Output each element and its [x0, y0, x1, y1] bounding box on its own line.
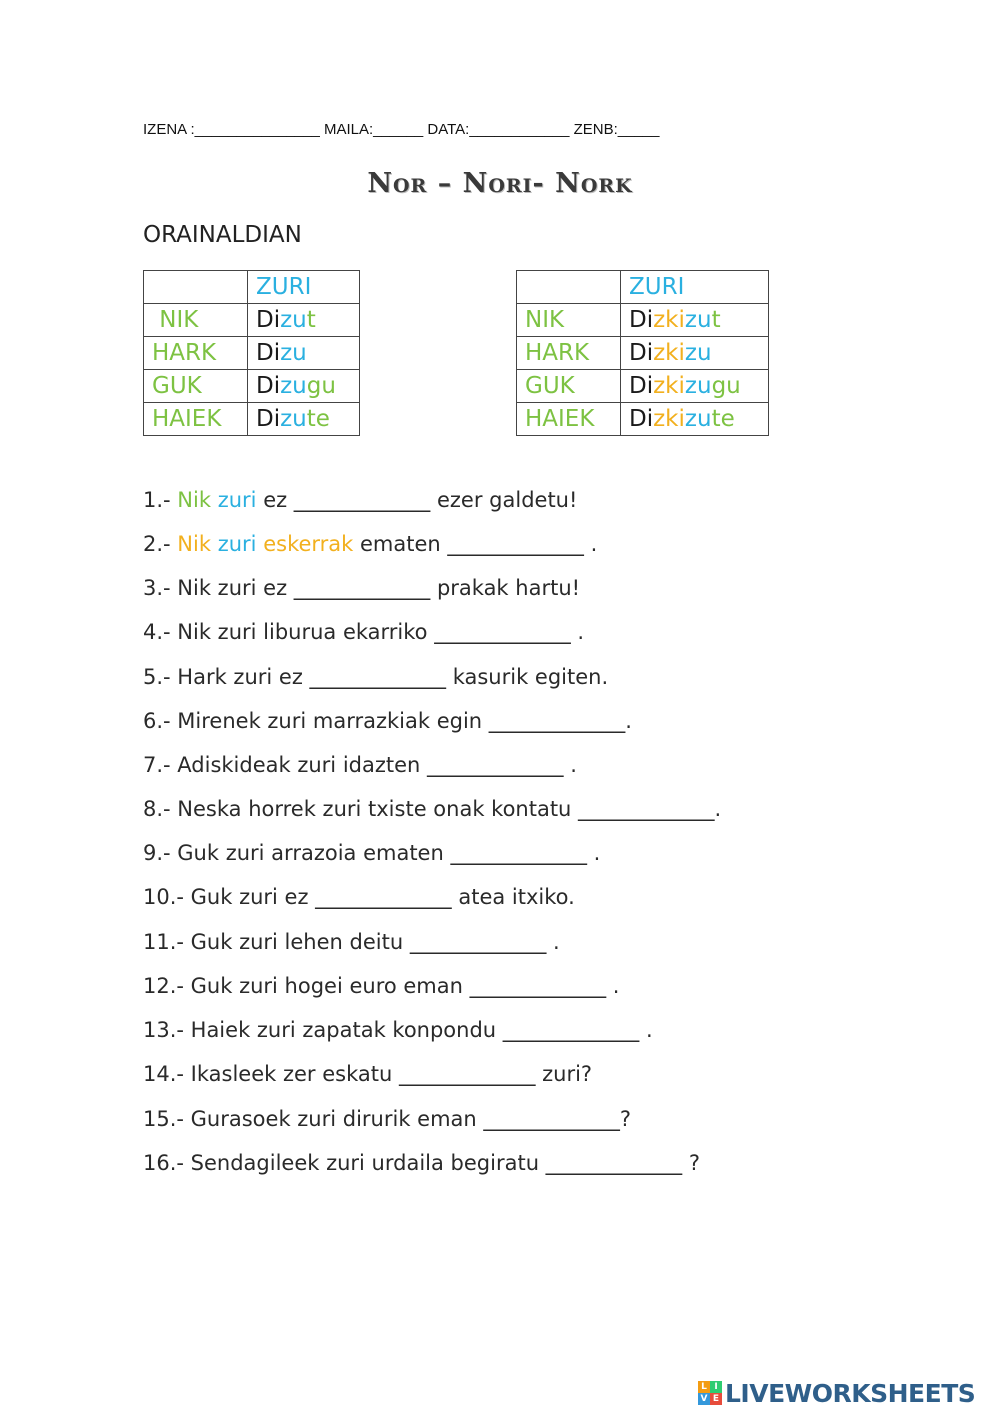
logo-badge-icon	[698, 1381, 722, 1405]
worksheet-title: Nor – Nori- Nork	[367, 168, 633, 199]
table-row	[517, 337, 769, 370]
verb-segment: zu	[684, 373, 712, 399]
verb-segment: t	[711, 307, 721, 333]
exercise-segment: 10.- Guk zuri ez _____________ atea itxiko.	[143, 885, 575, 909]
verb-cell	[248, 370, 360, 403]
exercise-segment: 2.-	[143, 532, 178, 556]
verb-segment: zu	[684, 406, 712, 432]
exercise-line	[143, 1018, 653, 1042]
verb-cell	[621, 304, 769, 337]
conjugation-table-singular	[143, 270, 360, 436]
verb-segment: zki	[653, 340, 685, 366]
table-row	[144, 304, 360, 337]
exercise-segment: Nik	[177, 488, 212, 512]
verb-segment: Di	[629, 406, 654, 432]
verb-segment: t	[306, 307, 316, 333]
badge-letter: I	[710, 1381, 722, 1393]
exercise-segment: zuri	[217, 488, 257, 512]
exercise-segment: 15.- Gurasoek zuri dirurik eman _____________?	[143, 1107, 632, 1131]
table-row	[144, 337, 360, 370]
exercise-segment	[211, 488, 218, 512]
exercise-segment: 7.- Adiskideak zuri idazten _____________ .	[143, 753, 577, 777]
pronoun-cell: GUK	[144, 370, 248, 403]
verb-segment: D	[256, 340, 274, 366]
verb-segment: zu	[280, 406, 307, 432]
verb-segment: i	[273, 373, 281, 399]
pronoun-cell: NIK	[517, 304, 621, 337]
verb-segment: i	[273, 307, 281, 333]
verb-segment: i	[273, 340, 281, 366]
exercise-segment: 4.- Nik zuri liburua ekarriko _____________ .	[143, 620, 585, 644]
empty-header-cell	[144, 271, 248, 304]
exercise-line	[143, 1062, 592, 1086]
table-row	[144, 403, 360, 436]
empty-header-cell	[517, 271, 621, 304]
verb-segment: gu	[711, 373, 741, 399]
exercise-segment: 16.- Sendagileek zuri urdaila begiratu _____________ ?	[143, 1151, 701, 1175]
verb-segment: te	[306, 406, 330, 432]
verb-segment: i	[273, 406, 281, 432]
exercise-segment: 6.- Mirenek zuri marrazkiak egin _____________.	[143, 709, 632, 733]
verb-cell	[248, 403, 360, 436]
verb-segment: Di	[629, 340, 654, 366]
exercise-line	[143, 753, 577, 777]
verb-segment: zu	[280, 373, 307, 399]
conjugation-table-plural	[516, 270, 769, 436]
exercise-segment: 13.- Haiek zuri zapatak konpondu _____________ .	[143, 1018, 653, 1042]
exercise-line	[143, 797, 721, 821]
exercise-line	[143, 974, 619, 998]
verb-segment: Di	[629, 307, 654, 333]
table-row	[517, 304, 769, 337]
table-header-row	[517, 271, 769, 304]
verb-cell	[248, 337, 360, 370]
pronoun-cell: NIK	[144, 304, 248, 337]
exercise-line	[143, 841, 600, 865]
exercise-line	[143, 488, 577, 512]
column-header-zuri: ZURI	[248, 271, 360, 304]
exercise-segment: Nik	[177, 532, 212, 556]
exercise-line	[143, 1151, 700, 1175]
badge-letter: E	[710, 1393, 722, 1405]
verb-segment: te	[711, 406, 735, 432]
pronoun-cell: HARK	[144, 337, 248, 370]
exercise-line	[143, 709, 632, 733]
verb-segment: zu	[280, 340, 307, 366]
exercise-segment: 9.- Guk zuri arrazoia ematen _____________ .	[143, 841, 601, 865]
verb-segment: D	[256, 307, 274, 333]
exercise-segment: 3.- Nik zuri ez _____________ prakak hartu!	[143, 576, 581, 600]
exercise-segment: 5.- Hark zuri ez _____________ kasurik egiten.	[143, 665, 609, 689]
pronoun-cell: HAIEK	[517, 403, 621, 436]
exercise-segment: ematen _____________ .	[353, 532, 598, 556]
verb-cell	[621, 403, 769, 436]
verb-segment: zu	[684, 307, 712, 333]
verb-segment: zki	[653, 406, 685, 432]
pronoun-cell: HAIEK	[144, 403, 248, 436]
verb-segment: zu	[280, 307, 307, 333]
student-info-line: IZENA :_______________ MAILA:______ DATA:____________ ZENB:_____	[143, 121, 660, 138]
liveworksheets-logo	[698, 1376, 975, 1410]
tense-heading: ORAINALDIAN	[143, 222, 302, 248]
badge-letter: V	[698, 1393, 710, 1405]
pronoun-cell: GUK	[517, 370, 621, 403]
exercise-line	[143, 576, 580, 600]
exercise-segment: 12.- Guk zuri hogei euro eman _____________ .	[143, 974, 620, 998]
exercise-line	[143, 1107, 631, 1131]
verb-segment: zki	[653, 373, 685, 399]
verb-segment: zki	[653, 307, 685, 333]
verb-cell	[621, 370, 769, 403]
exercise-line	[143, 665, 608, 689]
verb-segment: D	[256, 406, 274, 432]
column-header-zuri: ZURI	[621, 271, 769, 304]
verb-segment: Di	[629, 373, 654, 399]
verb-segment: gu	[306, 373, 336, 399]
verb-cell	[248, 304, 360, 337]
table-header-row	[144, 271, 360, 304]
exercise-segment: eskerrak	[263, 532, 354, 556]
exercise-segment: zuri	[217, 532, 257, 556]
exercise-segment: 11.- Guk zuri lehen deitu _____________ .	[143, 930, 560, 954]
exercise-segment: 8.- Neska horrek zuri txiste onak kontatu _____________.	[143, 797, 722, 821]
exercise-line	[143, 620, 584, 644]
badge-letter: L	[698, 1381, 710, 1393]
verb-cell	[621, 337, 769, 370]
exercise-segment: 14.- Ikasleek zer eskatu _____________ zuri?	[143, 1062, 593, 1086]
exercise-segment	[211, 532, 218, 556]
table-row	[517, 370, 769, 403]
pronoun-cell: HARK	[517, 337, 621, 370]
exercise-line	[143, 885, 575, 909]
exercise-segment: 1.-	[143, 488, 178, 512]
exercise-segment: ez _____________ ezer galdetu!	[256, 488, 578, 512]
exercise-line	[143, 930, 560, 954]
verb-segment: D	[256, 373, 274, 399]
exercise-line	[143, 532, 597, 556]
logo-text: LIVEWORKSHEETS	[725, 1378, 976, 1408]
table-row	[517, 403, 769, 436]
table-row	[144, 370, 360, 403]
verb-segment: zu	[684, 340, 712, 366]
